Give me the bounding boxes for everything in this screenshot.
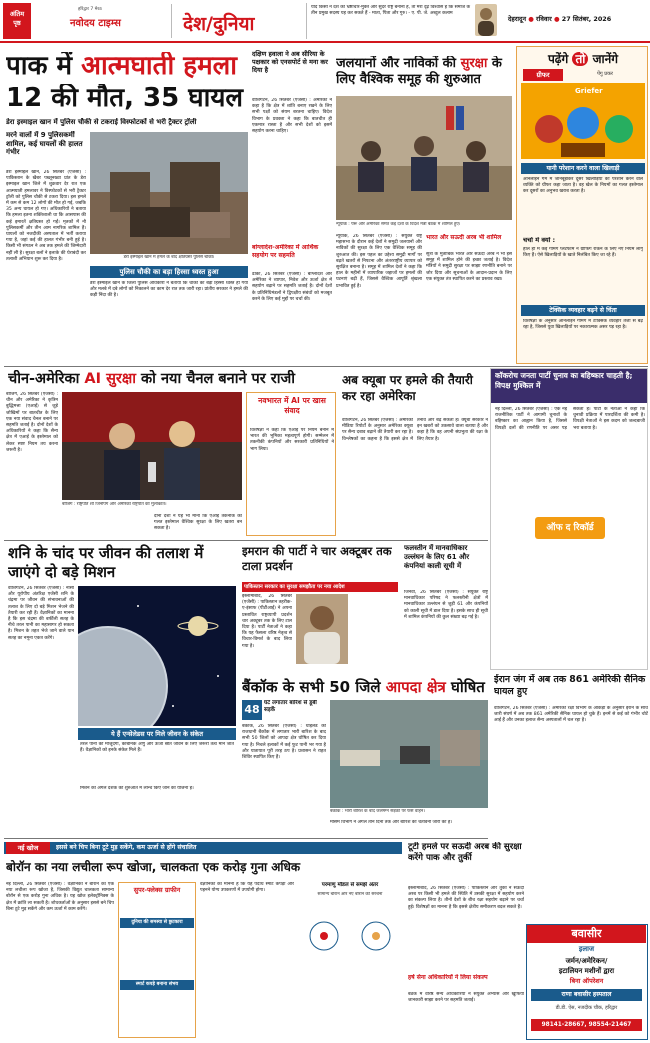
quiz-highlight-title: टेक्सिक व्यवहार बढ़ने से चिंता xyxy=(549,307,617,314)
boron-inset-band-text: दुनिया की समस्या से छुटकारा xyxy=(131,920,183,925)
ai-photo xyxy=(62,392,242,500)
bangkok-story xyxy=(238,676,488,836)
imran-story xyxy=(238,542,400,674)
boron-diagram-sub: सामान्य बोरॉन और नए बोरॉन की संरचना xyxy=(317,892,383,897)
us-iran-story xyxy=(490,672,648,836)
quiz-title: पढ़ेंगे तो जानेंगे xyxy=(547,52,619,66)
imran-photo xyxy=(296,594,348,664)
pak-body: डेरा इस्माइल खान, 26 सितंबर (एजेंसी) : पाकिस्तान के खैबर पख्तूनख्वा प्रांत के डेरा इस्माइल खान जिले में शुक्रवार देर रात एक आत्मघाती हमलावर ने विस्फोटकों से भरी ट्रैक्टर ट्रॉली को पुलिस चौकी से टकरा दिया। इस हमले में कम से कम 12 लोगों की मौत हो गई, जबकि 35 अन्य घायल हो गए। अधिकारियों ने बताया कि हमला इतना शक्तिशाली था कि आसपास की कई इमारतें क्षतिग्रस्त हो गईं। मृतकों में नौ पुलिसकर्मी और तीन आम नागरिक शामिल हैं। घायलों को नजदीकी अस्पताल में भर्ती कराया गया है, जहां कई की हालत गंभीर बनी हुई है। किसी भी संगठन ने अब तक हमले की जिम्मेदारी नहीं ली है। सुरक्षा बलों ने इलाके की घेराबंदी कर तलाशी अभियान शुरू कर दिया है। xyxy=(6,170,86,262)
cuba-story xyxy=(338,368,488,538)
climate-sub: भारत और सऊदी अरब भी शामिल xyxy=(426,234,502,241)
ai-sidebar-body: विशेषज्ञों ने कहा कि एआई पर नियम बनाने में भारत की भूमिका महत्वपूर्ण होगी। सम्मेलन में तकनीकी कंपनियों और सरकारी प्रतिनिधियों ने भाग लिया। xyxy=(250,428,334,452)
saudi-story xyxy=(404,838,524,1040)
pak-subhead: डेरा इस्माइल खान में पुलिस चौकी से टकराई विस्फोटकों से भरी ट्रैक्टर ट्रॉली xyxy=(6,118,197,126)
mission-bullets: तरल पानी की मौजूदगी, कार्बनिक अणु और ऊर्जा स्रोत जीवन के लिए जरूरी तत्व माने जाते हैं। वैज्ञानिकों को इनके संकेत मिले हैं। xyxy=(80,742,234,754)
ad-line-3: बिना ऑपरेशन xyxy=(569,977,604,985)
bangkok-caption: बैंकॉक : भारी बारिश के बाद जलमग्न सड़कों पर फंसे वाहन। xyxy=(330,809,425,814)
us-iran-headline: ईरान जंग में अब तक 861 अमेरिकी सैनिक घायल हुए xyxy=(494,674,646,698)
ticker-text: इससे बने चिप बिना टूटे मुड़ सकेंगे, कम ऊर्जा से होंगे संचालित xyxy=(56,844,197,851)
cuba-headline: अब क्यूबा पर हमले की तैयारी कर रहा अमेरिका xyxy=(342,373,473,403)
mission-body-2: मिशन को अगले दशक की शुरुआत में लॉन्च किए जाने की योजना है। xyxy=(80,786,194,791)
mission-body: वाशिंगटन, 26 सितंबर (एजेंसी) : नासा और यूरोपीय अंतरिक्ष एजेंसी शनि के चंद्रमा पर जीवन की संभावनाओं की तलाश के लिए दो बड़े मिशन भेजने की तैयारी कर रही हैं। वैज्ञानिकों का मानना है कि इस चंद्रमा की बर्फीली सतह के नीचे तरल पानी का महासागर हो सकता है। मिशन के तहत भेजे जाने वाले यान सतह का नमूना एकत्र करेंगे। xyxy=(8,586,74,641)
date-line: देहरादून ● रविवार ● 27 सितंबर, 2026 xyxy=(508,15,612,23)
quiz-tag: पेंगु प्रकर xyxy=(597,71,613,77)
imran-headline: इमरान की पार्टी ने चार अक्टूबर तक टाला प्रदर्शन xyxy=(242,544,392,573)
imran-body: इस्लामाबाद, 26 सितंबर (एजेंसी) : पाकिस्तान तहरीक-ए-इंसाफ (पीटीआई) ने अपना प्रस्तावित राष्ट्रव्यापी प्रदर्शन चार अक्टूबर तक के लिए टाल दिया है। पार्टी नेताओं ने कहा कि यह फैसला वरिष्ठ नेतृत्व से विचार-विमर्श के बाद लिया गया है। xyxy=(242,594,292,649)
saudi-headline: टूटी हमले पर सऊदी अरब की सुरक्षा करेंगे पाक और तुर्की xyxy=(408,842,522,863)
climate-body: न्यूयार्क, 26 सितंबर (एजेंसी) : संयुक्त राष्ट्र महासभा के दौरान कई देशों ने समुद्री जलयानों और नाविकों की सुरक्षा के लिए एक वैश्विक समूह की शुरुआत की। इस पहल का उद्देश्य समुद्री मार्गों पर बढ़ते खतरों से निपटना और अंतरराष्ट्रीय व्यापार को सुरक्षित बनाना है। समूह में शामिल देशों ने कहा कि हाल के महीनों में व्यापारिक जहाजों पर हमलों की घटनाएं बढ़ी हैं, जिससे वैश्विक आपूर्ति श्रृंखला प्रभावित हुई है। xyxy=(336,234,422,289)
mission-photo xyxy=(78,586,236,726)
quote-portrait xyxy=(475,4,497,36)
bangladesh-headline: बांग्लादेश-अमेरिका में आर्थिक सहयोग पर सहमति xyxy=(252,244,319,259)
mission-headline: शनि के चांद पर जीवन की तलाश में जाएंगे दो बड़े मिशन xyxy=(8,544,204,581)
bangkok-body-2: मौसम विभाग ने अगले तीन दिनों तक और बारिश की चेतावनी जारी की है। xyxy=(330,820,453,825)
quote-text: यदि किसी ने देश को भ्रष्टाचार-मुक्त और सुंदर राष्ट्र बनाना है, तो मेरा दृढ़ विश्वास है कि समाज के तीन प्रमुख सदस्य यह कर सकते हैं - माता, पिता और गुरु। - ए. पी. जे. अब्दुल कलाम xyxy=(311,5,471,17)
ad-clinic: राणा बवासीर हस्पताल xyxy=(561,991,612,998)
colbox-headline: दक्षिण हवाला ने अब सीरिया के पक्षकार को एनसपोर्ट से मना कर दिया है xyxy=(252,50,328,74)
mission-story xyxy=(4,542,236,832)
saudi-body: इस्लामाबाद, 26 सितंबर (एजेंसी) : पाकिस्तान और तुर्की ने सऊदी अरब पर किसी भी हमले की स्थिति में उसकी सुरक्षा में सहयोग करने का संकल्प लिया है। तीनों देशों के बीच रक्षा सहयोग बढ़ाने पर चर्चा हुई। विशेषज्ञों का मानना है कि इससे क्षेत्रीय समीकरण बदल सकते हैं। xyxy=(408,886,524,910)
saudi-sub: हर्ष सेना अधिकारियों ने लिया संकल्प xyxy=(408,974,488,981)
saudi-body-2: बैठक में वरिष्ठ सैन्य अधिकारियों ने संयुक्त अभ्यास और खुफिया जानकारी साझा करने पर सहमति जताई। xyxy=(408,992,524,1004)
ad-box xyxy=(526,924,648,1040)
cuba-body: वाशिंगटन, 26 सितंबर (एजेंसी) : अमेरिकी मीडिया रिपोर्टों के अनुसार अमेरिका क्यूबा पर सैन्य दबाव बढ़ाने की तैयारी कर रहा है। विश्लेषकों का कहना है कि इससे क्षेत्र में तनाव और बढ़ सकता है। क्यूबा सरकार ने इन खबरों को उकसावे वाला बताया है और कहा है कि वह अपनी संप्रभुता की रक्षा के लिए तैयार है। xyxy=(342,418,488,442)
quiz-box xyxy=(516,46,648,364)
ai-headline: चीन-अमेरिका AI सुरक्षा को नया चैनल बनाने पर राजी xyxy=(8,371,295,387)
boron-headline: बोरॉन का नया लचीला रूप खोजा, चालकता एक करोड़ गुना अधिक xyxy=(6,860,301,874)
ad-phone: 98141-28667, 98554-21467 xyxy=(541,1022,632,1028)
boron-diagram-label: परमाणु मॉडल से समझें अंतर xyxy=(321,882,379,888)
ad-line-1: जर्मन/अमेरिकन/ xyxy=(565,957,608,965)
imran-deck: पाकिस्तान सरकार का सुरक्षा समझौता पर नया आदेश xyxy=(244,584,345,590)
ad-title: बवासीर xyxy=(571,927,602,940)
pak-body-2: डेरा इस्माइल खान के जिला पुलिस अधिकारी ने बताया कि चौकी का बड़ा हिस्सा ध्वस्त हो गया और मलबे में दबे लोगों को निकालने का काम देर रात तक जारी रहा। प्रांतीय सरकार ने हमले की कड़ी निंदा की है। xyxy=(90,281,248,299)
boron-inset-band-text-2: स्मार्ट कपड़े बनाना संभव xyxy=(135,982,179,987)
quiz-label: ग्रीफर xyxy=(523,69,563,81)
congress-story xyxy=(490,368,648,670)
palestine-headline: फलस्तीन में मानवाधिकार उल्लंघन के लिए 61 और कंपनियां काली सूची में xyxy=(404,544,470,570)
city: देहरादून xyxy=(508,15,526,23)
climate-story xyxy=(334,46,514,364)
pak-headline: पाक में आत्मघाती हमला xyxy=(6,52,237,81)
pak-banner-text: पुलिस चौकी का बड़ा हिस्सा ध्वस्त हुआ xyxy=(119,268,219,276)
boron-inset-title: सुपर-फ्लेक्स ग्राफीन xyxy=(133,886,181,894)
ai-body: बीजिंग, 26 सितंबर (एजेंसी) : चीन और अमेरिका ने कृत्रिम बुद्धिमत्ता (एआई) से जुड़े जोखिमों पर बातचीत के लिए एक नया संवाद चैनल बनाने पर सहमति जताई है। दोनों देशों के अधिकारियों ने कहा कि सैन्य क्षेत्र में एआई के इस्तेमाल को लेकर स्पष्ट नियम तय करना जरूरी है। xyxy=(6,392,58,453)
boron-body: नई दिल्ली, 26 सितंबर (एजेंसी) : वैज्ञानिकों ने बोरॉन का एक नया लचीला रूप खोजा है, जिसकी विद्युत चालकता सामान्य बोरॉन से एक करोड़ गुना अधिक है। यह खोज इलेक्ट्रॉनिक्स के क्षेत्र में क्रांति ला सकती है। शोधकर्ताओं के अनुसार इससे बने चिप बिना टूटे मुड़ सकेंगे और कम ऊर्जा में काम करेंगे। xyxy=(6,882,114,912)
climate-photo xyxy=(336,96,512,220)
masthead xyxy=(0,0,650,42)
pak-story xyxy=(4,46,248,364)
quiz-body: ऑनलाइन गेम में जानबूझकर दूसरे खिलाड़ियों को परेशान करने वाले व्यक्ति को ग्रीफर कहा जाता है। वह खेल के नियमों का गलत इस्तेमाल कर दूसरों का अनुभव खराब करता है। xyxy=(523,177,643,195)
quiz-faq-title: चर्चा में क्यों : xyxy=(523,237,556,244)
small-tag: हरिद्वार 7 मेरठ xyxy=(78,7,102,12)
ticker-label: नई खोज xyxy=(6,842,50,854)
ad-title-2: इलाज xyxy=(578,945,595,953)
ai-body-2: दोनों देशों ने यह भी माना कि एआई तकनीक का गलत इस्तेमाल वैश्विक सुरक्षा के लिए खतरा बन सकता है। xyxy=(154,514,242,532)
quiz-highlight-body: विशेषज्ञों के अनुसार ऑनलाइन गेमिंग में टॉक्सिक व्यवहार तेजी से बढ़ रहा है, जिससे युवा खिलाड़ियों पर नकारात्मक असर पड़ रहा है। xyxy=(523,319,643,331)
day: रविवार xyxy=(536,15,552,23)
corner-label: अंतिम पृष्ठ xyxy=(9,10,25,27)
section-title: देश/दुनिया xyxy=(183,13,255,35)
boron-story xyxy=(4,856,402,1040)
boron-body-2: वैज्ञानिकों का मानना है कि यह पदार्थ स्मार्ट कपड़ों और पहनने योग्य उपकरणों में उपयोगी होगा। xyxy=(200,882,294,894)
pak-deck: मरने वालों में 9 पुलिसकर्मी शामिल, कई घायलों की हालत गंभीर xyxy=(6,131,83,157)
bangkok-headline: बैंकॉक के सभी 50 जिले आपदा क्षेत्र घोषित xyxy=(242,678,485,696)
bangkok-badge-num: 48 xyxy=(242,700,262,720)
climate-body-2: सूत्रों के मुताबिक भारत और सऊदी अरब ने भी इस समूह में शामिल होने की इच्छा जताई है। विदेश मंत्रियों ने समुद्री सुरक्षा पर साझा रणनीति बनाने पर जोर दिया और सूचनाओं के आदान-प्रदान के लिए एक संयुक्त तंत्र स्थापित करने का प्रस्ताव रखा। xyxy=(426,252,512,282)
pak-caption: डेरा इस्माइल खान में हमले के बाद क्षतिग्रस्त पुलिस चौकी। xyxy=(123,255,215,260)
colbox-body: वाशिंगटन, 26 सितंबर (एजेंसी) : अमेरिका ने कहा है कि क्षेत्र में शांति बनाए रखने के लिए सभी पक्षों को संयम बरतना चाहिए। विदेश विभाग के प्रवक्ता ने कहा कि बातचीत ही एकमात्र रास्ता है और सभी देशों को इसमें सहयोग करना चाहिए। xyxy=(252,98,332,135)
bangkok-body: बैंकॉक, 26 सितंबर (एजेंसी) : थाईलैंड की राजधानी बैंकॉक में लगातार भारी बारिश के बाद सभी 50 जिलों को आपदा क्षेत्र घोषित कर दिया गया है। निचले इलाकों में कई फुट पानी भर गया है और यातायात पूरी तरह ठप है। प्रशासन ने राहत शिविर स्थापित किए हैं। xyxy=(242,724,326,761)
mission-band-text: ये हैं एन्सेलेडस पर मिले जीवन के संकेत xyxy=(111,730,203,738)
boron-diagram-svg xyxy=(298,906,402,966)
colbox-story xyxy=(250,46,332,364)
ai-story xyxy=(4,368,336,538)
congress-body: नई दिल्ली, 26 सितंबर (एजेंसी) : एक नई राजनीतिक पार्टी ने आगामी चुनावों के बहिष्कार का आह्वान किया है, जिससे विपक्षी दलों की रणनीति पर असर पड़ सकता है। पार्टी के नेताओं ने कहा कि चुनावी प्रक्रिया में पारदर्शिता की कमी है। विपक्षी नेताओं ने इस कदम को जल्दबाजी भरा बताया है। xyxy=(495,407,645,431)
climate-caption: न्यूयार्क : पेरू और अमेरिका समेत कई देशों के विदेश मंत्री बैठक में शामिल हुए। xyxy=(336,222,461,227)
palestine-body: जिनेवा, 26 सितंबर (एजेंसी) : संयुक्त राष्ट्र मानवाधिकार परिषद ने फलस्तीनी क्षेत्रों में मानवाधिकार उल्लंघन से जुड़ी 61 और कंपनियों को काली सूची में डाल दिया है। इसके साथ ही सूची में शामिल कंपनियों की कुल संख्या बढ़ गई है। xyxy=(404,590,488,620)
date: 27 सितंबर, 2026 xyxy=(561,15,612,23)
ad-address: डी.डी. ऐस, नजदीक चौक, हरिद्वार xyxy=(555,1005,618,1011)
quiz-faq-body: हाल ही में कई गेमिंग प्लेटफॉर्म ने ग्रीफिंग रोकने के लिए नए नियम लागू किए हैं। ऐसे खिलाड़ियों के खाते निलंबित किए जा रहे हैं। xyxy=(523,247,643,259)
congress-badge: ऑफ द रिकॉर्ड xyxy=(535,517,605,539)
climate-headline: जलयानों और नाविकों की सुरक्षा के लिए वैश्विक समूह की शुरुआत xyxy=(336,56,502,87)
bangkok-photo xyxy=(330,700,488,808)
boron-diagram xyxy=(298,882,402,1038)
pak-headline-2: 12 की मौत, 35 घायल xyxy=(6,84,244,113)
congress-headline: कॉकरोच जनता पार्टी चुनाव का बहिष्कार चाहती है; विपक्ष मुश्किल में xyxy=(495,371,633,390)
ad-line-2: इटालियन मशीनों द्वारा xyxy=(558,967,615,975)
ai-caption: बीजिंग : राष्ट्रपति शी जिनपिंग और अमेरिकी राष्ट्रपति की मुलाकात। xyxy=(62,502,167,507)
bangkok-badge-text: घंटे लगातार बारिश से डूबी सड़कें xyxy=(264,700,317,713)
brand-name: नवोदय टाइम्स xyxy=(70,18,121,29)
pak-photo xyxy=(90,132,248,254)
ai-sidebar-title: नवभारत में AI पर खास संवाद xyxy=(258,396,326,415)
bangladesh-body: ढाका, 26 सितंबर (एजेंसी) : बांग्लादेश और अमेरिका ने व्यापार, निवेश और ऊर्जा क्षेत्र में सहयोग बढ़ाने पर सहमति जताई है। दोनों देशों के प्रतिनिधिमंडलों ने द्विपक्षीय संबंधों को मजबूत करने के लिए कई मुद्दों पर चर्चा की। xyxy=(252,272,332,302)
quiz-photo-label: Griefer xyxy=(575,87,603,95)
quiz-heading: यानी परेशान करने वाला खिलाड़ी xyxy=(546,165,620,172)
us-iran-body: वाशिंगटन, 26 सितंबर (एजेंसी) : अमेरिकी रक्षा विभाग के आंकड़ों के अनुसार ईरान के साथ जारी संघर्ष में अब तक 861 अमेरिकी सैनिक घायल हो चुके हैं। इनमें से कई को गंभीर चोटें आई हैं और उनका इलाज सैन्य अस्पतालों में चल रहा है। xyxy=(494,706,648,724)
